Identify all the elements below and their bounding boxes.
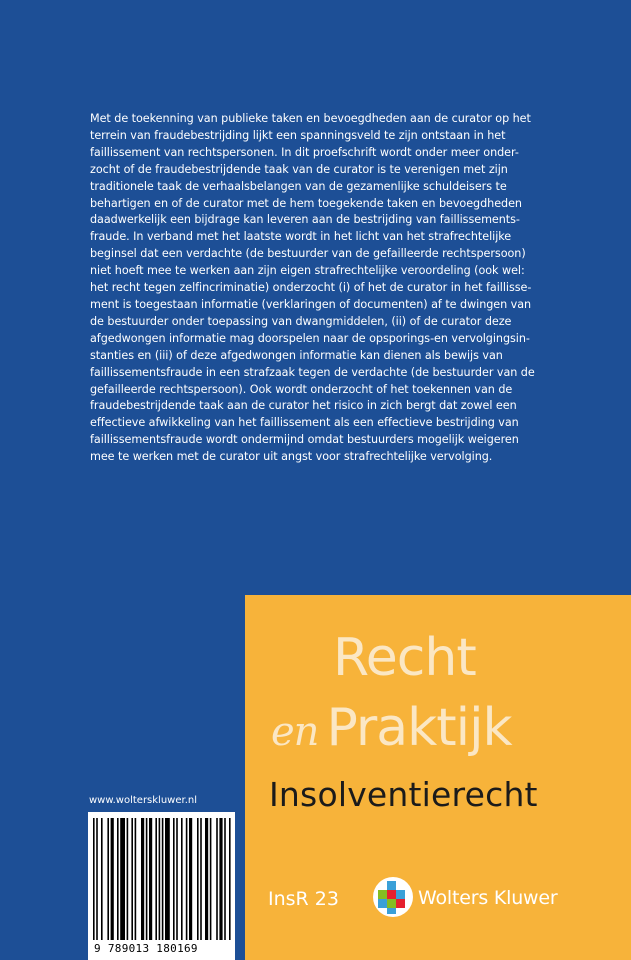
barcode-bar xyxy=(186,818,188,940)
barcode-bar xyxy=(141,818,144,940)
publisher-name: Wolters Kluwer xyxy=(418,887,558,909)
barcode-bar xyxy=(216,818,218,940)
barcode-bar xyxy=(117,818,119,940)
isbn-barcode xyxy=(88,812,235,960)
barcode-bar xyxy=(210,818,212,940)
barcode-bar xyxy=(162,818,164,940)
barcode-bar xyxy=(200,818,202,940)
barcode-bar xyxy=(155,818,157,940)
barcode-bar xyxy=(111,818,114,940)
wolters-kluwer-logo-icon xyxy=(372,876,414,918)
barcode-bar xyxy=(127,818,129,940)
barcode-bar xyxy=(197,818,199,940)
series-title-recht: Recht xyxy=(333,628,476,688)
barcode-bar xyxy=(93,818,95,940)
barcode-bar xyxy=(135,818,137,940)
barcode-bar xyxy=(189,818,192,940)
barcode-bar xyxy=(181,818,183,940)
barcode-bar xyxy=(229,818,231,940)
publisher xyxy=(372,874,592,920)
barcode-bar xyxy=(131,818,133,940)
series-title-line2 xyxy=(271,698,512,762)
barcode-bar xyxy=(159,818,161,940)
barcode-bar xyxy=(107,818,109,940)
barcode-bar xyxy=(149,818,152,940)
isbn-digits: 9 789013 180169 xyxy=(94,942,198,955)
barcode-bar xyxy=(219,818,222,940)
barcode-bars xyxy=(88,812,235,944)
barcode-bar xyxy=(120,818,125,940)
series-title-en: en xyxy=(271,709,319,755)
series-title-praktijk: Praktijk xyxy=(326,698,512,758)
series-code: InsR 23 xyxy=(268,888,339,910)
barcode-bar xyxy=(224,818,226,940)
barcode-bar xyxy=(165,818,170,940)
publisher-website: www.wolterskluwer.nl xyxy=(89,795,197,806)
barcode-bar xyxy=(173,818,175,940)
barcode-bar xyxy=(205,818,208,940)
barcode-bar xyxy=(176,818,178,940)
subject-title: Insolventierecht xyxy=(269,775,538,814)
blurb-text: Met de toekenning van publieke taken en bevoegdheden aan de curator op het terrein van fraudebestrijding lijkt een spanningsveld te zijn ontstaan in het faillissement van rechtspersonen. In dit proefschrift wordt onder meer onder- zocht of de fraudebestrijdende taak van de curator is te verenigen met zijn traditionele taak de verhaalsbelangen van de gezamenlijke schuldeisers te behartigen en of de curator met de hem toegekende taken en bevoegdheden daadwerkelijk een bijdrage kan leveren aan de bestrijding van faillissements- fraude. In verband met het laatste wordt in het licht van het strafrechtelijke beginsel dat een verdachte (de bestuurder van de gefailleerde rechtspersoon) niet hoeft mee te werken aan zijn eigen strafrechtelijke veroordeling (ook wel: het recht tegen zelfincriminatie) onderzocht (i) of het de curator in het faillisse- ment is toegestaan informatie (verklaringen of documenten) af te dwingen van de bestuurder onder toepassing van dwangmiddelen, (ii) of de curator deze afgedwongen informatie mag doorspelen naar de opsporings-en vervolgingsin- stanties en (iii) of deze afgedwongen informatie kan dienen als bewijs van faillissementsfraude in een strafzaak tegen de verdachte (de bestuurder van de gefailleerde rechtspersoon). Ook wordt onderzocht of het toekennen van de fraudebestrijdende taak aan de curator het risico in zich bergt dat zowel een effectieve afwikkeling van het faillissement als een effectieve bestrijding van faillissementsfraude wordt ondermijnd omdat bestuurders mogelijk weigeren mee te werken met de curator uit angst voor strafrechtelijke vervolging. xyxy=(90,112,535,464)
barcode-bar xyxy=(146,818,148,940)
barcode-bar xyxy=(96,818,98,940)
barcode-bar xyxy=(101,818,103,940)
